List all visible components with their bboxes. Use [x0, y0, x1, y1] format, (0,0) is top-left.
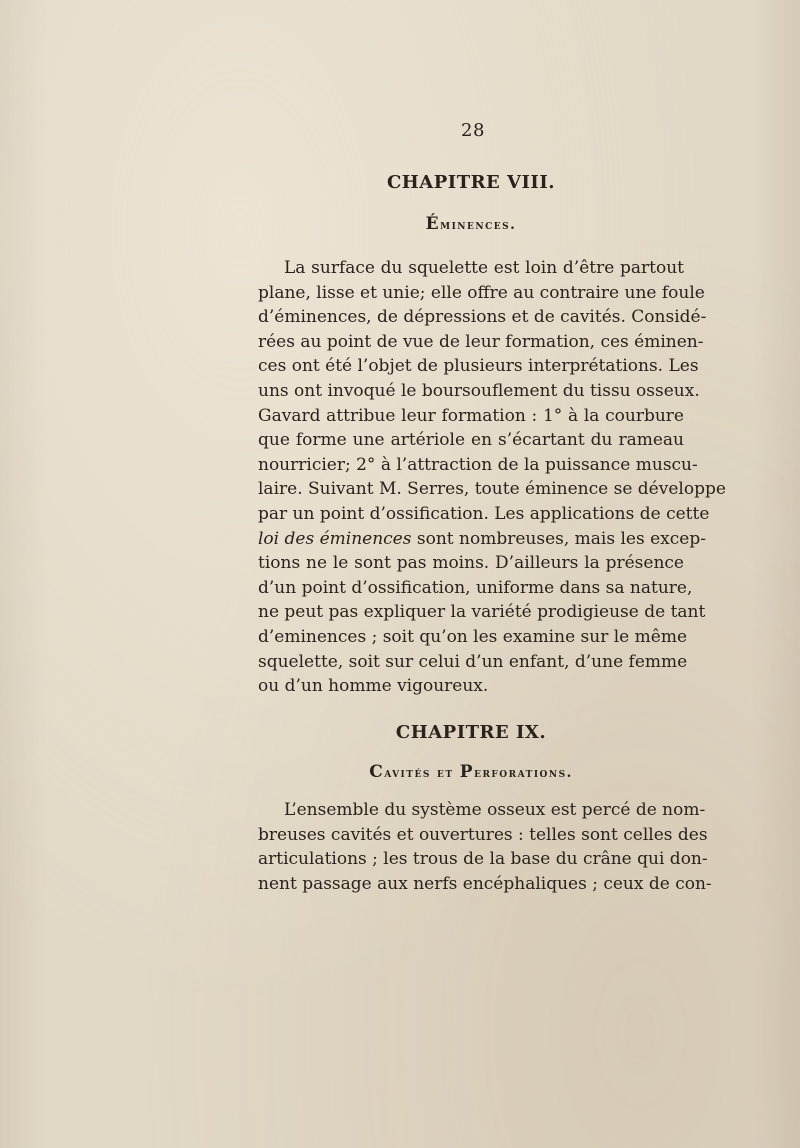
text-line: uns ont invoqué le boursouflement du tissu osseux.	[258, 380, 700, 401]
text-line: par un point d’ossification. Les applications de cette	[258, 503, 710, 524]
section-rest: erforations.	[474, 765, 573, 781]
italic-phrase: loi des éminences	[258, 528, 412, 549]
chapter-9-title: CHAPITRE IX.	[395, 722, 547, 743]
text-line: plane, lisse et unie; elle offre au contraire une foule	[258, 282, 705, 303]
text-line: La surface du squelette est loin d’être partout	[284, 258, 684, 278]
section-initial: É	[425, 214, 441, 234]
text-line: tions ne le sont pas moins. D’ailleurs la présence	[258, 553, 684, 574]
text-line: que forme une artériole en s’écartant du rameau	[258, 430, 684, 451]
text-line: d’éminences, de dépressions et de cavités. Considé-	[258, 307, 707, 328]
page-number: 28	[461, 120, 485, 141]
text-line-with-italic	[258, 527, 706, 552]
section-initial: C	[369, 762, 385, 782]
text-line: squelette, soit sur celui d’un enfant, d’une femme	[258, 651, 688, 672]
text-line-rest: sont nombreuses, mais les excep-	[416, 528, 706, 549]
text-line: laire. Suivant M. Serres, toute éminence se développe	[258, 479, 726, 500]
text-line: rées au point de vue de leur formation, ces éminen-	[258, 331, 704, 352]
text-line: d’eminences ; soit qu’on les examine sur le même	[258, 626, 688, 647]
text-line: ou d’un homme vigoureux.	[258, 676, 489, 697]
text-line: articulations ; les trous de la base du crâne qui don-	[258, 849, 708, 870]
text-line: nent passage aux nerfs encéphaliques ; ceux de con-	[258, 873, 712, 894]
section-initial: P	[459, 762, 475, 782]
section-rest: minences.	[440, 217, 517, 233]
text-line: Gavard attribue leur formation : 1° à la courbure	[258, 405, 684, 426]
text-line: d’un point d’ossification, uniforme dans sa nature,	[258, 577, 693, 598]
chapter-9-paragraph	[258, 798, 712, 896]
text-line: L’ensemble du système osseux est percé de nom-	[284, 800, 706, 820]
chapter-8-section-title	[258, 214, 684, 234]
text-line: ces ont été l’objet de plusieurs interprétations. Les	[258, 356, 699, 377]
chapter-8-paragraph	[258, 256, 726, 699]
text-line: ne peut pas expliquer la variété prodigieuse de tant	[258, 602, 706, 623]
chapter-9-section-title	[258, 762, 684, 782]
text-line: nourricier; 2° à l’attraction de la puissance muscu-	[258, 454, 698, 475]
text-line: breuses cavités et ouvertures : telles sont celles des	[258, 824, 708, 845]
chapter-8-title: CHAPITRE VIII.	[386, 172, 556, 193]
section-rest: avités et	[384, 765, 460, 781]
